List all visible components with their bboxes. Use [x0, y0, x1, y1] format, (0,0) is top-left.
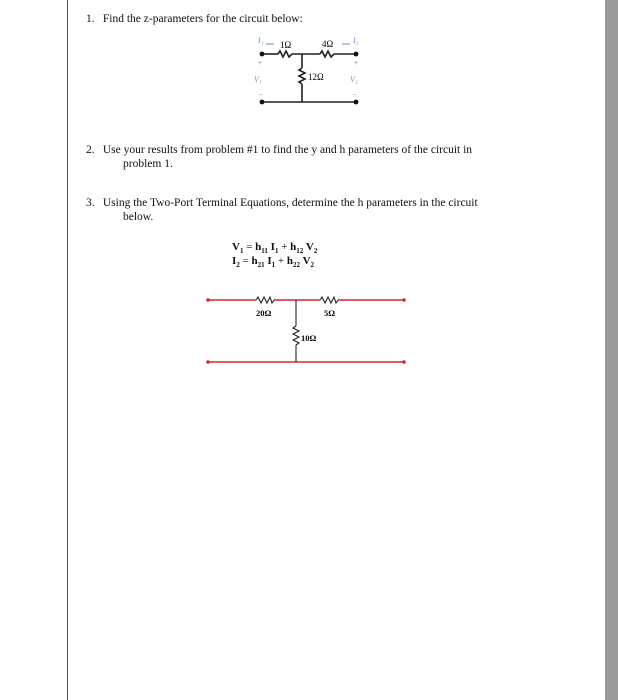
- problem-number: 1.: [86, 13, 95, 25]
- problem-text-continuation: below.: [123, 211, 154, 223]
- problem-3: [86, 196, 478, 224]
- problem-1: [86, 12, 303, 26]
- resistor-1ohm: [278, 51, 292, 57]
- problem-text: Use your results from problem #1 to find the y and h parameters of the circuit in: [102, 144, 473, 156]
- terminal-dot: [354, 52, 359, 57]
- page-left-border: [67, 0, 68, 700]
- resistor-20ohm: [256, 297, 274, 303]
- terminal-dot: [402, 360, 406, 364]
- equation-v1: $V_1 = h_{11}$ $I_1 + h_{12}$ $V_2$: [232, 241, 318, 256]
- minus-right: −: [353, 91, 357, 99]
- resistor-5ohm-label: 5Ω: [324, 308, 336, 318]
- problem-number: 2.: [86, 144, 95, 156]
- circuit-2-diagram: [200, 288, 415, 372]
- problem-text: Find the z-parameters for the circuit below:: [102, 13, 303, 25]
- resistor-1ohm-label: 1Ω: [280, 40, 292, 50]
- voltage-v1-label: V₁: [254, 75, 262, 84]
- terminal-dot: [354, 100, 359, 105]
- resistor-10ohm-label: 10Ω: [301, 333, 317, 343]
- current-i1-label: I₁: [258, 36, 264, 45]
- resistor-4ohm-label: 4Ω: [322, 39, 334, 49]
- plus-left: +: [258, 59, 262, 67]
- resistor-12ohm-label: 12Ω: [308, 72, 324, 82]
- problem-text-continuation: problem 1.: [123, 158, 173, 170]
- resistor-20ohm-label: 20Ω: [256, 308, 272, 318]
- window-right-scrollbar-edge: [605, 0, 618, 700]
- problem-number: 3.: [86, 197, 95, 209]
- terminal-dot: [206, 298, 210, 302]
- problem-2: [86, 143, 472, 171]
- voltage-v2-label: V₂: [350, 75, 358, 84]
- terminal-dot: [402, 298, 406, 302]
- resistor-4ohm: [320, 51, 334, 57]
- problem-text: Using the Two-Port Terminal Equations, determine the h parameters in the circuit: [102, 197, 478, 209]
- terminal-dot: [260, 100, 265, 105]
- resistor-12ohm: [299, 68, 305, 84]
- circuit-1-diagram: [240, 32, 370, 112]
- minus-left: −: [259, 91, 263, 99]
- plus-right: +: [354, 59, 358, 67]
- current-i2-label: I₂: [353, 36, 359, 45]
- resistor-10ohm: [293, 326, 299, 345]
- terminal-dot: [260, 52, 265, 57]
- resistor-5ohm: [320, 297, 338, 303]
- equation-i2: $I_2 = h_{21}$ $I_1 + h_{22}$ $V_2$: [232, 255, 315, 270]
- terminal-dot: [206, 360, 210, 364]
